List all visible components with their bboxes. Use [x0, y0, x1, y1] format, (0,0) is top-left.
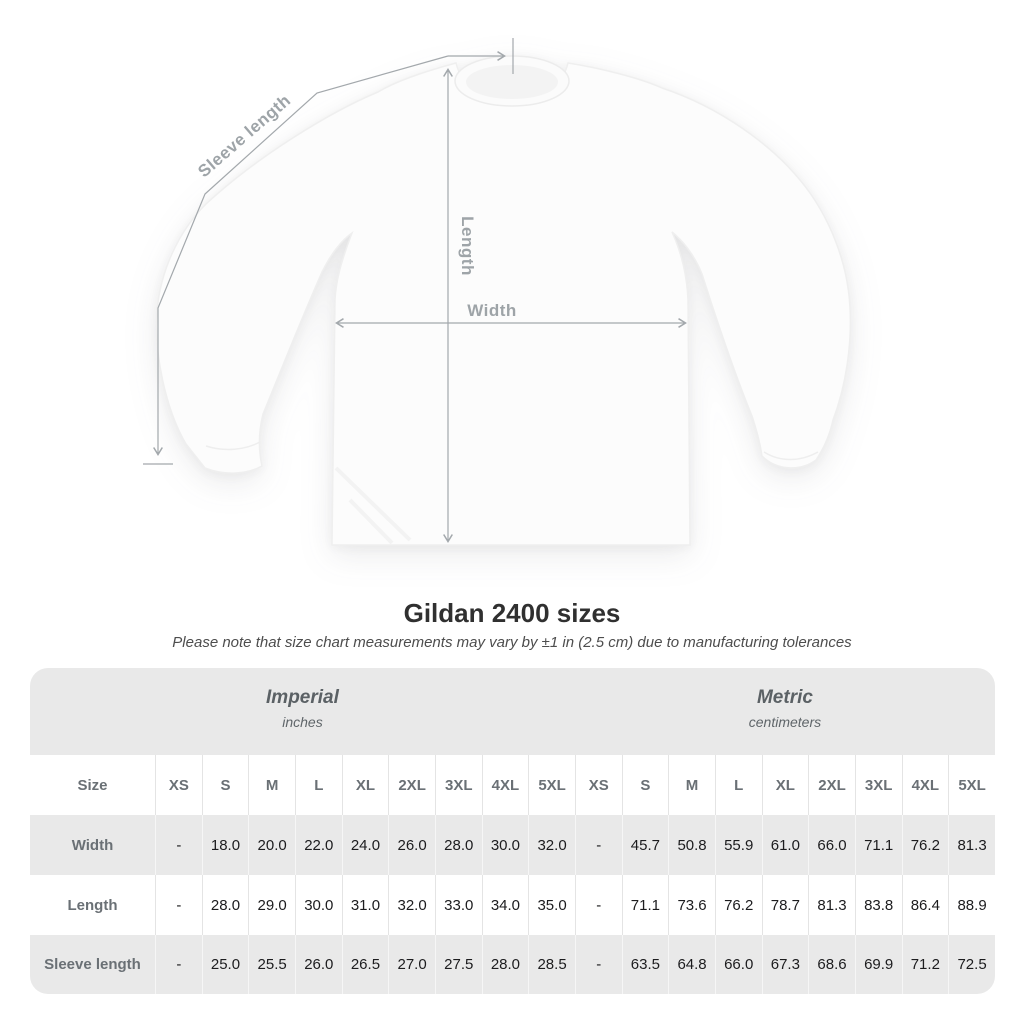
table-cell: 63.5 [622, 935, 669, 994]
table-cell: 45.7 [622, 815, 669, 875]
size-header-row [30, 755, 995, 815]
table-cell: 83.8 [855, 875, 902, 935]
table-cell: 76.2 [715, 875, 762, 935]
table-cell: 25.0 [202, 935, 249, 994]
sleeve-length-label: Sleeve length [194, 90, 295, 182]
size-header-metric-3xl: 3XL [855, 755, 902, 815]
metric-section-header [575, 668, 995, 755]
size-header-imperial-3xl: 3XL [435, 755, 482, 815]
page-title: Gildan 2400 sizes [403, 598, 621, 628]
size-header-imperial-m: M [248, 755, 295, 815]
centimeters-label: centimeters [748, 714, 822, 730]
table-cell: 30.0 [295, 875, 342, 935]
table-cell: 32.0 [528, 815, 575, 875]
table-cell: 26.0 [295, 935, 342, 994]
size-header-metric-l: L [715, 755, 762, 815]
size-column-header: Size [77, 776, 108, 794]
size-header-imperial-2xl: 2XL [388, 755, 435, 815]
table-cell: 27.5 [435, 935, 482, 994]
table-cell: - [155, 935, 202, 994]
table-cell: 18.0 [202, 815, 249, 875]
table-cell: 86.4 [902, 875, 949, 935]
unit-section-row [30, 668, 995, 755]
size-header-imperial-xs: XS [155, 755, 202, 815]
table-cell: 24.0 [342, 815, 389, 875]
table-cell: 71.1 [622, 875, 669, 935]
size-header-imperial-5xl: 5XL [528, 755, 575, 815]
table-cell: 32.0 [388, 875, 435, 935]
table-cell: 61.0 [762, 815, 809, 875]
size-header-metric-s: S [622, 755, 669, 815]
table-cell: 73.6 [668, 875, 715, 935]
length-label: Length [458, 216, 477, 276]
table-cell: 88.9 [948, 875, 995, 935]
table-cell: 68.6 [808, 935, 855, 994]
table-cell: - [575, 935, 622, 994]
metric-label: Metric [756, 687, 813, 708]
table-cell: 30.0 [482, 815, 529, 875]
table-cell: 28.0 [482, 935, 529, 994]
table-cell: - [155, 875, 202, 935]
table-cell: 34.0 [482, 875, 529, 935]
size-header-metric-xs: XS [575, 755, 622, 815]
table-cell: 50.8 [668, 815, 715, 875]
table-row [30, 935, 995, 994]
table-cell: 67.3 [762, 935, 809, 994]
table-cell: 72.5 [948, 935, 995, 994]
table-cell: 81.3 [948, 815, 995, 875]
row-label: Width [71, 836, 114, 854]
imperial-section-header [30, 668, 575, 755]
table-cell: - [155, 815, 202, 875]
row-label: Length [67, 896, 118, 914]
table-cell: 26.0 [388, 815, 435, 875]
table-cell: 64.8 [668, 935, 715, 994]
table-cell: 76.2 [902, 815, 949, 875]
table-cell: 26.5 [342, 935, 389, 994]
size-header-imperial-s: S [202, 755, 249, 815]
table-cell: 66.0 [715, 935, 762, 994]
table-cell: 78.7 [762, 875, 809, 935]
tolerance-note: Please note that size chart measurements may vary by ±1 in (2.5 cm) due to manufacturing tolerances [172, 634, 852, 651]
table-cell: 22.0 [295, 815, 342, 875]
table-cell: - [575, 815, 622, 875]
size-header-metric-2xl: 2XL [808, 755, 855, 815]
table-cell: 69.9 [855, 935, 902, 994]
table-cell: 28.0 [435, 815, 482, 875]
table-cell: 55.9 [715, 815, 762, 875]
table-cell: 20.0 [248, 815, 295, 875]
table-cell: 71.1 [855, 815, 902, 875]
table-cell: - [575, 875, 622, 935]
inches-label: inches [282, 714, 323, 730]
table-row [30, 875, 995, 935]
size-header-metric-xl: XL [762, 755, 809, 815]
table-cell: 71.2 [902, 935, 949, 994]
table-cell: 31.0 [342, 875, 389, 935]
table-cell: 35.0 [528, 875, 575, 935]
row-label: Sleeve length [44, 956, 141, 973]
width-label: Width [467, 301, 517, 320]
size-header-imperial-l: L [295, 755, 342, 815]
table-cell: 29.0 [248, 875, 295, 935]
size-header-metric-m: M [668, 755, 715, 815]
table-cell: 25.5 [248, 935, 295, 994]
table-row [30, 815, 995, 875]
size-chart-table [30, 668, 995, 994]
size-header-imperial-xl: XL [342, 755, 389, 815]
size-chart-card [30, 668, 995, 994]
table-cell: 66.0 [808, 815, 855, 875]
table-cell: 81.3 [808, 875, 855, 935]
table-cell: 27.0 [388, 935, 435, 994]
table-cell: 28.5 [528, 935, 575, 994]
size-header-metric-4xl: 4XL [902, 755, 949, 815]
table-cell: 28.0 [202, 875, 249, 935]
imperial-label: Imperial [266, 687, 339, 708]
table-cell: 33.0 [435, 875, 482, 935]
size-header-metric-5xl: 5XL [948, 755, 995, 815]
size-header-imperial-4xl: 4XL [482, 755, 529, 815]
